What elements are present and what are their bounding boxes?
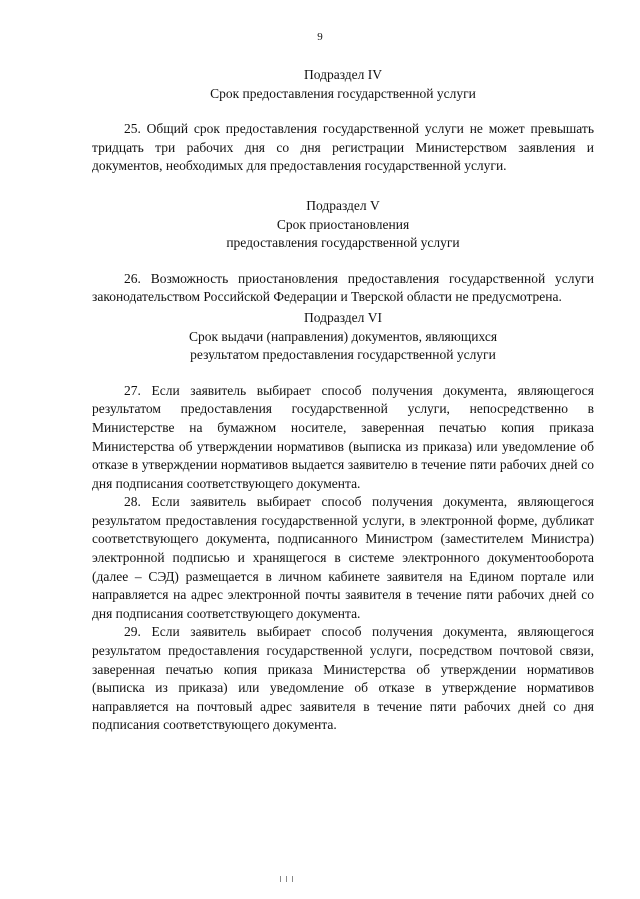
subsection-subtitle: результатом предоставления государственной услуги [190, 347, 496, 363]
subsection-subtitle: Срок приостановления [276, 216, 410, 232]
scan-marks [280, 876, 310, 886]
scan-mark [280, 876, 281, 882]
subsection-subtitle: Срок предоставления государственной услуги [210, 85, 476, 101]
subsection-subtitle: Срок выдачи (направления) документов, являющихся [188, 328, 498, 344]
paragraph-27: 27. Если заявитель выбирает способ получения документа, являющегося результатом предоставления государственной услуги, непосредственно в Министерстве на бумажном носителе, заверенная печатью копия приказа Министерства об утверждении нормативов (выписка из приказа) или уведомление об отказе в утверждении нормативов выдается заявителю в течение пяти рабочих дней со дня подписания соответствующего документа. [92, 382, 594, 491]
paragraph-26: 26. Возможность приостановления предоставления государственной услуги законодательством Российской Федерации и Тверской области не предусмотрена. [92, 270, 594, 305]
subsection-heading [92, 309, 594, 365]
scan-mark [286, 876, 287, 882]
paragraph-29: 29. Если заявитель выбирает способ получения документа, являющегося результатом предоставления государственной услуги, посредством почтовой связи, заверенная печатью копия приказа Министерства об утверждении нормативов (выписка из приказа) или уведомление об отказе в утверждение нормативов направляется на почтовый адрес заявителя в течение пяти рабочих дней со дня подписания соответствующего документа. [92, 624, 594, 733]
document-body [92, 66, 594, 735]
paragraph-25: 25. Общий срок предоставления государственной услуги не может превышать тридцать три рабочих дня со дня регистрации Министерством заявления и документов, необходимых для предоставления государственной услуги. [92, 121, 594, 174]
subsection-iv [92, 66, 594, 176]
subsection-subtitle: предоставления государственной услуги [226, 235, 460, 251]
scan-mark [292, 876, 293, 882]
subsection-heading [92, 197, 594, 253]
subsection-title: Подраздел VI [303, 309, 383, 325]
subsection-title: Подраздел IV [303, 67, 383, 82]
subsection-heading [92, 66, 594, 103]
paragraph-28: 28. Если заявитель выбирает способ получения документа, являющегося результатом предоставления государственной услуги, в электронной форме, дубликат соответствующего документа, подписанного Министром (заместителем Министра) электронной подписью и хранящегося в системе электронного документооборота (далее – СЭД) размещается в личном кабинете заявителя на Едином портале или направляется на адрес электронной почты заявителя в течение пяти рабочих дней со дня подписания соответствующего документа. [92, 494, 594, 621]
page-number: 9 [317, 31, 323, 43]
subsection-vi [92, 309, 594, 735]
subsection-title: Подраздел V [306, 197, 380, 213]
subsection-v [92, 197, 594, 307]
